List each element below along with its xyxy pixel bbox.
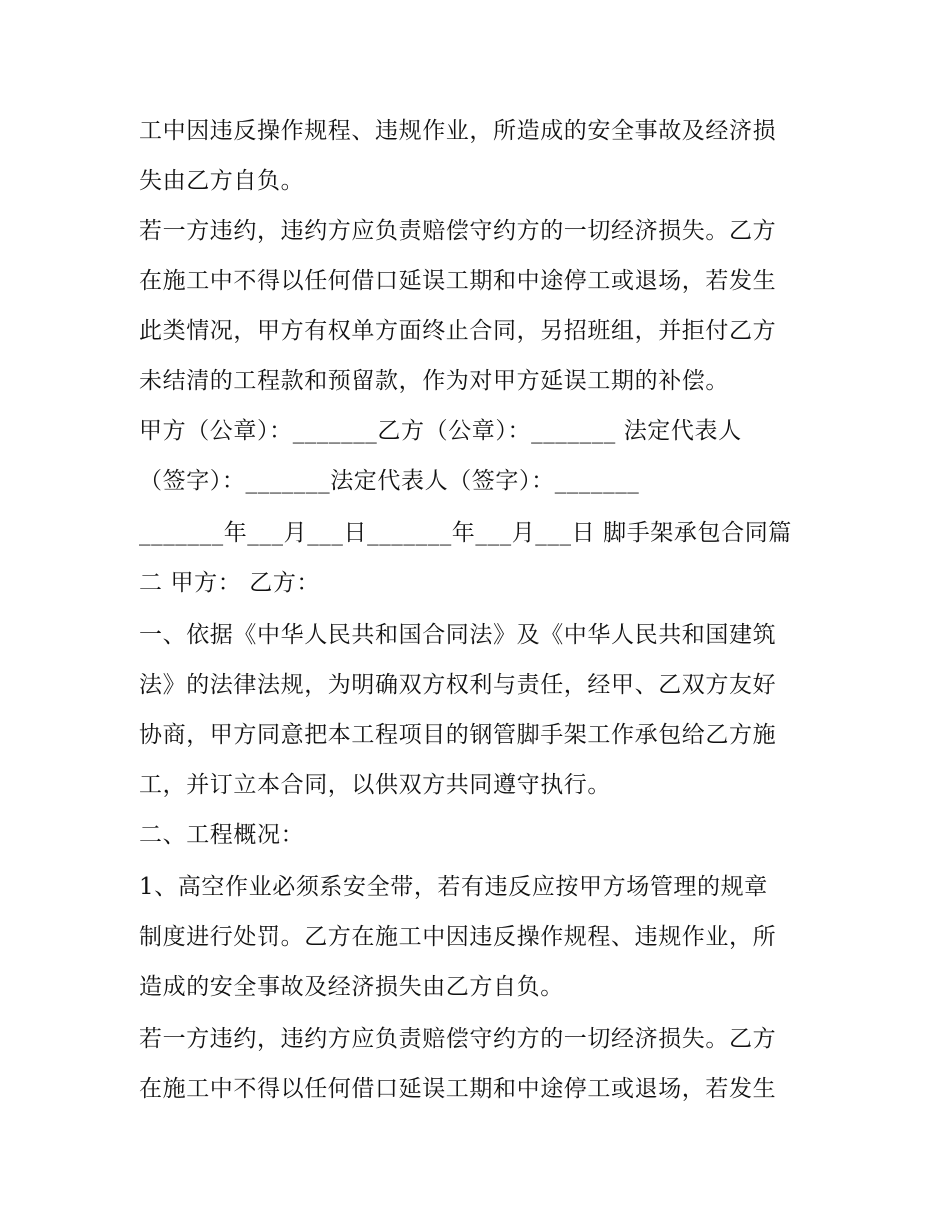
paragraph-line: 若一方违约，违约方应负责赔偿守约方的一切经济损失。乙方	[139, 1026, 777, 1052]
signature-line: 甲方（公章）：_______乙方（公章）：_______ 法定代表人	[139, 418, 742, 444]
paragraph-line: 工中因违反操作规程、违规作业，所造成的安全事故及经济损	[139, 118, 777, 144]
paragraph-line: 1、高空作业必须系安全带，若有违反应按甲方场管理的规章	[139, 874, 768, 900]
paragraph-line: 法》的法律法规，为明确双方权利与责任，经甲、乙双方友好	[139, 672, 777, 698]
paragraph-line: 若一方违约，违约方应负责赔偿守约方的一切经济损失。乙方	[139, 218, 777, 244]
paragraph-line: 造成的安全事故及经济损失由乙方自负。	[139, 974, 564, 1000]
paragraph-line: 一、依据《中华人民共和国合同法》及《中华人民共和国建筑	[139, 622, 777, 648]
party-line: 二 甲方： 乙方：	[139, 570, 321, 596]
paragraph-line: 协商，甲方同意把本工程项目的钢管脚手架工作承包给乙方施	[139, 722, 777, 748]
paragraph-line: 未结清的工程款和预留款，作为对甲方延误工期的补偿。	[139, 368, 729, 394]
paragraph-line: 失由乙方自负。	[139, 168, 305, 194]
paragraph-line: 此类情况，甲方有权单方面终止合同，另招班组，并拒付乙方	[139, 318, 777, 344]
paragraph-line: 工，并订立本合同，以供双方共同遵守执行。	[139, 772, 611, 798]
paragraph-line: 在施工中不得以任何借口延误工期和中途停工或退场，若发生	[139, 1076, 777, 1102]
section-heading: 二、工程概况：	[139, 822, 305, 848]
paragraph-line: 制度进行处罚。乙方在施工中因违反操作规程、违规作业，所	[139, 924, 777, 950]
date-line: _______年___月___日_______年___月___日 脚手架承包合同篇	[139, 520, 792, 546]
paragraph-line: 在施工中不得以任何借口延误工期和中途停工或退场，若发生	[139, 268, 777, 294]
signature-line: （签字）：_______法定代表人（签字）：_______	[139, 468, 640, 494]
